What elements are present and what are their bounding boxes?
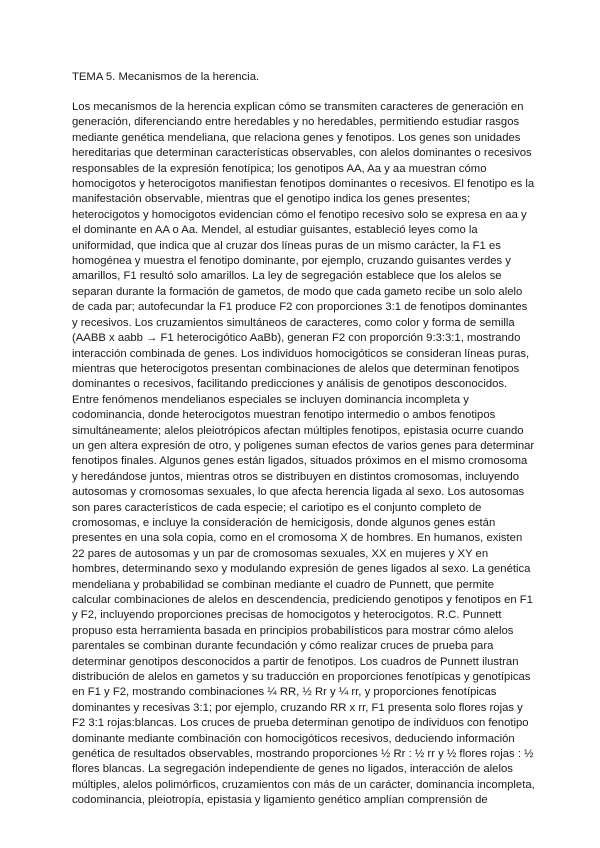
paragraph-line: en F1 y F2, mostrando combinaciones ¼ RR, ½ Rr y ¼ rr, y proporciones fenotípicas [72, 686, 497, 699]
paragraph-line: interacción combinada de genes. Los individuos homocigóticos se consideran líneas puras, [72, 347, 530, 360]
paragraph-line: distribución de alelos en gametos y su traducción en proporciones fenotípicas y genotípicas [72, 671, 531, 684]
paragraph-line: mendeliana y probabilidad se combinan mediante el cuadro de Punnett, que permite [72, 578, 495, 591]
paragraph-line: manifestación observable, mientras que el genotipo indica los genes presentes; [72, 193, 471, 206]
paragraph-line: homocigotos y heterocigotos manifiestan fenotipos dominantes o recesivos. El fenotipo es la [72, 178, 535, 191]
paragraph-line: determinar genotipos desconocidos a partir de fenotipos. Los cuadros de Punnett ilustran [72, 655, 519, 668]
paragraph-line: responsables de la expresión fenotípica; los genotipos AA, Aa y aa muestran cómo [72, 162, 487, 175]
paragraph-line: y recesivos. Los cruzamientos simultáneos de caracteres, como color y forma de semilla [72, 316, 515, 329]
paragraph-line: múltiples, alelos polimórficos, cruzamientos con más de un carácter, dominancia incompleta, [72, 778, 535, 791]
document-body [72, 100, 542, 809]
paragraph-line: cromosomas, e incluye la consideración de hemicigosis, donde algunos genes están [72, 516, 496, 529]
paragraph-line: autosomas y cromosomas sexuales, lo que afecta herencia ligada al sexo. Los autosomas [72, 486, 525, 499]
paragraph-line: (AABB x aabb → F1 heterocigótico AaBb), generan F2 con proporción 9:3:3:1, mostrando [72, 332, 521, 345]
paragraph-line: codominancia, donde heterocigotos muestran fenotipo intermedio o ambos fenotipos [72, 409, 496, 422]
paragraph-line: mientras que heterocigotos presentan combinaciones de alelos que determinan fenotipos [72, 362, 520, 375]
paragraph-line: generación, diferenciando entre heredables y no heredables, permitiendo estudiar rasgos [72, 116, 520, 129]
paragraph-line: Los mecanismos de la herencia explican cómo se transmiten caracteres de generación en [72, 101, 524, 113]
paragraph-line: parentales se combinan durante fecundación y cómo realizar cruces de prueba para [72, 640, 494, 653]
paragraph-line: hombres, determinando sexo y modulando expresión de genes ligados al sexo. La genética [72, 563, 531, 576]
paragraph-line: son pares característicos de cada especie; el cariotipo es el conjunto completo de [72, 501, 482, 514]
paragraph-line: amarillos, F1 resultó solo amarillos. La ley de segregación establece que los alelos se [72, 270, 502, 283]
paragraph-line: genética de resultados observables, mostrando proporciones ½ Rr : ½ rr y ½ flores rojas : ½ [72, 748, 534, 761]
paragraph-line: 22 pares de autosomas y un par de cromosomas sexuales, XX en mujeres y XY en [72, 547, 489, 560]
paragraph-line: Entre fenómenos mendelianos especiales se incluyen dominancia incompleta y [72, 393, 469, 406]
paragraph-line: mediante genética mendeliana, que relaciona genes y fenotipos. Los genes son unidades [72, 131, 521, 144]
paragraph-line: dominantes y recesivas 3:1; por ejemplo, cruzando RR x rr, F1 presenta solo flores rojas y [72, 701, 523, 714]
paragraph-line: y heredándose juntos, mientras otros se distribuyen en distintos cromosomas, incluyendo [72, 470, 520, 483]
paragraph-line: un gen altera expresión de otro, y poligenes suman efectos de varios genes para determinar [72, 439, 535, 452]
paragraph-line: flores blancas. La segregación independiente de genes no ligados, interacción de alelos [72, 763, 513, 776]
document-title: TEMA 5. Mecanismos de la herencia. [72, 71, 260, 83]
paragraph-line: dominante mediante combinación con homocigóticos recesivos, deduciendo información [72, 732, 515, 745]
paragraph-line: hereditarias que determinan características observables, con alelos dominantes o recesivos [72, 147, 532, 160]
paragraph-line: dominantes o recesivos, facilitando predicciones y análisis de genotipos desconocidos. [72, 378, 508, 391]
paragraph-line: de cada par; autofecundar la F1 produce F2 con proporciones 3:1 de fenotipos dominantes [72, 301, 528, 314]
paragraph-line: F2 3:1 rojas:blancas. Los cruces de prueba determinan genotipo de individuos con fenotipo [72, 717, 529, 730]
paragraph-line: homogénea y muestra el fenotipo dominante, por ejemplo, cruzando guisantes verdes y [72, 255, 511, 268]
paragraph-line: codominancia, pleiotropía, epistasia y ligamiento genético amplían comprensión de [72, 794, 488, 807]
paragraph-line: simultáneamente; alelos pleiotrópicos afectan múltiples fenotipos, epistasia ocurre cuando [72, 424, 524, 437]
paragraph-line: y F2, incluyendo proporciones precisas de homocigotos y heterocigotos. R.C. Punnett [72, 609, 502, 622]
paragraph-line: el dominante en AA o Aa. Mendel, al estudiar guisantes, estableció leyes como la [72, 224, 478, 237]
paragraph-line: presentes en una sola copia, como en el cromosoma X de hombres. En humanos, existen [72, 532, 523, 545]
paragraph-line: heterocigotos y homocigotos evidencian cómo el fenotipo recesivo solo se expresa en aa y [72, 208, 527, 221]
paragraph-line: calcular combinaciones de alelos en descendencia, prediciendo genotipos y fenotipos en F1 [72, 594, 533, 606]
paragraph-line: propuso esta herramienta basada en principios probabilísticos para mostrar cómo alelos [72, 624, 514, 637]
paragraph-line: separan durante la formación de gametos, de modo que cada gameto recibe un solo alelo [72, 285, 523, 298]
paragraph-line: uniformidad, que indica que al cruzar dos líneas puras de un mismo carácter, la F1 es [72, 239, 501, 252]
paragraph-line: fenotipos finales. Algunos genes están ligados, situados próximos en el mismo cromosoma [72, 455, 528, 468]
